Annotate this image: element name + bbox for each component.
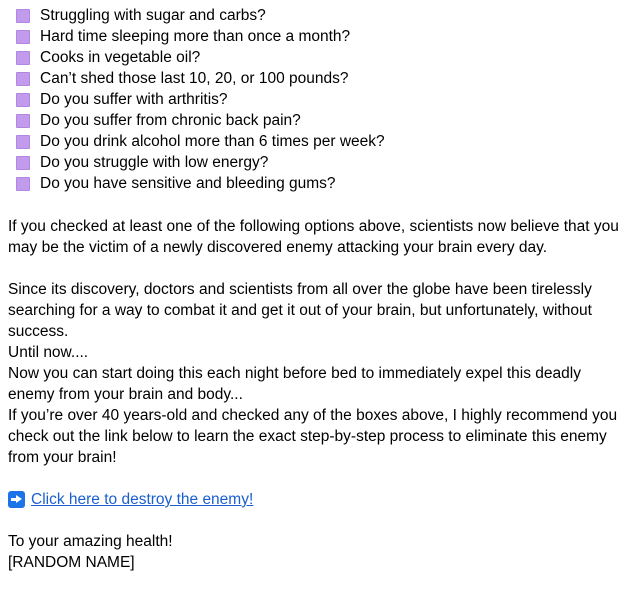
- spacer: [8, 510, 627, 531]
- arrow-right-icon: [8, 491, 25, 508]
- body-paragraph-2-line-1: Since its discovery, doctors and scientists from all over the globe have been tirelessly searching for a way to combat it and get it out of your brain, but unfortunately, without success.: [8, 281, 592, 340]
- list-item[interactable]: [8, 69, 627, 89]
- body-paragraph-2-line-3: Now you can start doing this each night before bed to immediately expel this deadly enemy from your brain and body...: [8, 365, 581, 403]
- list-item-label: Do you drink alcohol more than 6 times per week?: [40, 133, 385, 150]
- checkbox-icon[interactable]: [16, 114, 30, 128]
- list-item-label: Do you struggle with low energy?: [40, 154, 269, 171]
- list-item[interactable]: [8, 27, 627, 47]
- checkbox-icon[interactable]: [16, 72, 30, 86]
- list-item[interactable]: [8, 132, 627, 152]
- list-item-label: Hard time sleeping more than once a month?: [40, 28, 351, 45]
- signature-line-1: To your amazing health!: [8, 533, 173, 550]
- spacer: [8, 258, 627, 279]
- cta-link-row[interactable]: [8, 489, 627, 510]
- list-item-label: Do you have sensitive and bleeding gums?: [40, 175, 336, 192]
- body-paragraph-2-line-4: If you’re over 40 years-old and checked any of the boxes above, I highly recommend you check out the link below to learn the exact step-by-step process to eliminate this enemy from your brain!: [8, 407, 618, 466]
- body-paragraph-1: If you checked at least one of the following options above, scientists now believe that you may be the victim of a newly discovered enemy attacking your brain every day.: [8, 218, 619, 256]
- list-item[interactable]: [8, 174, 627, 194]
- list-item-label: Do you suffer from chronic back pain?: [40, 112, 301, 129]
- checkbox-icon[interactable]: [16, 156, 30, 170]
- list-item[interactable]: [8, 111, 627, 131]
- checkbox-icon[interactable]: [16, 9, 30, 23]
- spacer: [8, 468, 627, 489]
- list-item-label: Do you suffer with arthritis?: [40, 91, 228, 108]
- checkbox-icon[interactable]: [16, 177, 30, 191]
- checkbox-icon[interactable]: [16, 93, 30, 107]
- checkbox-icon[interactable]: [16, 30, 30, 44]
- list-item-label: Struggling with sugar and carbs?: [40, 7, 266, 24]
- list-item-label: Can’t shed those last 10, 20, or 100 pounds?: [40, 70, 349, 87]
- list-item[interactable]: [8, 153, 627, 173]
- list-item-label: Cooks in vegetable oil?: [40, 49, 201, 66]
- body-paragraph-2-line-2: Until now....: [8, 344, 89, 361]
- spacer: [8, 195, 627, 216]
- symptom-checklist: [8, 6, 627, 194]
- list-item[interactable]: [8, 6, 627, 26]
- cta-link[interactable]: Click here to destroy the enemy!: [31, 491, 254, 508]
- list-item[interactable]: [8, 48, 627, 68]
- checkbox-icon[interactable]: [16, 135, 30, 149]
- list-item[interactable]: [8, 90, 627, 110]
- checkbox-icon[interactable]: [16, 51, 30, 65]
- signature-line-2: [RANDOM NAME]: [8, 554, 135, 571]
